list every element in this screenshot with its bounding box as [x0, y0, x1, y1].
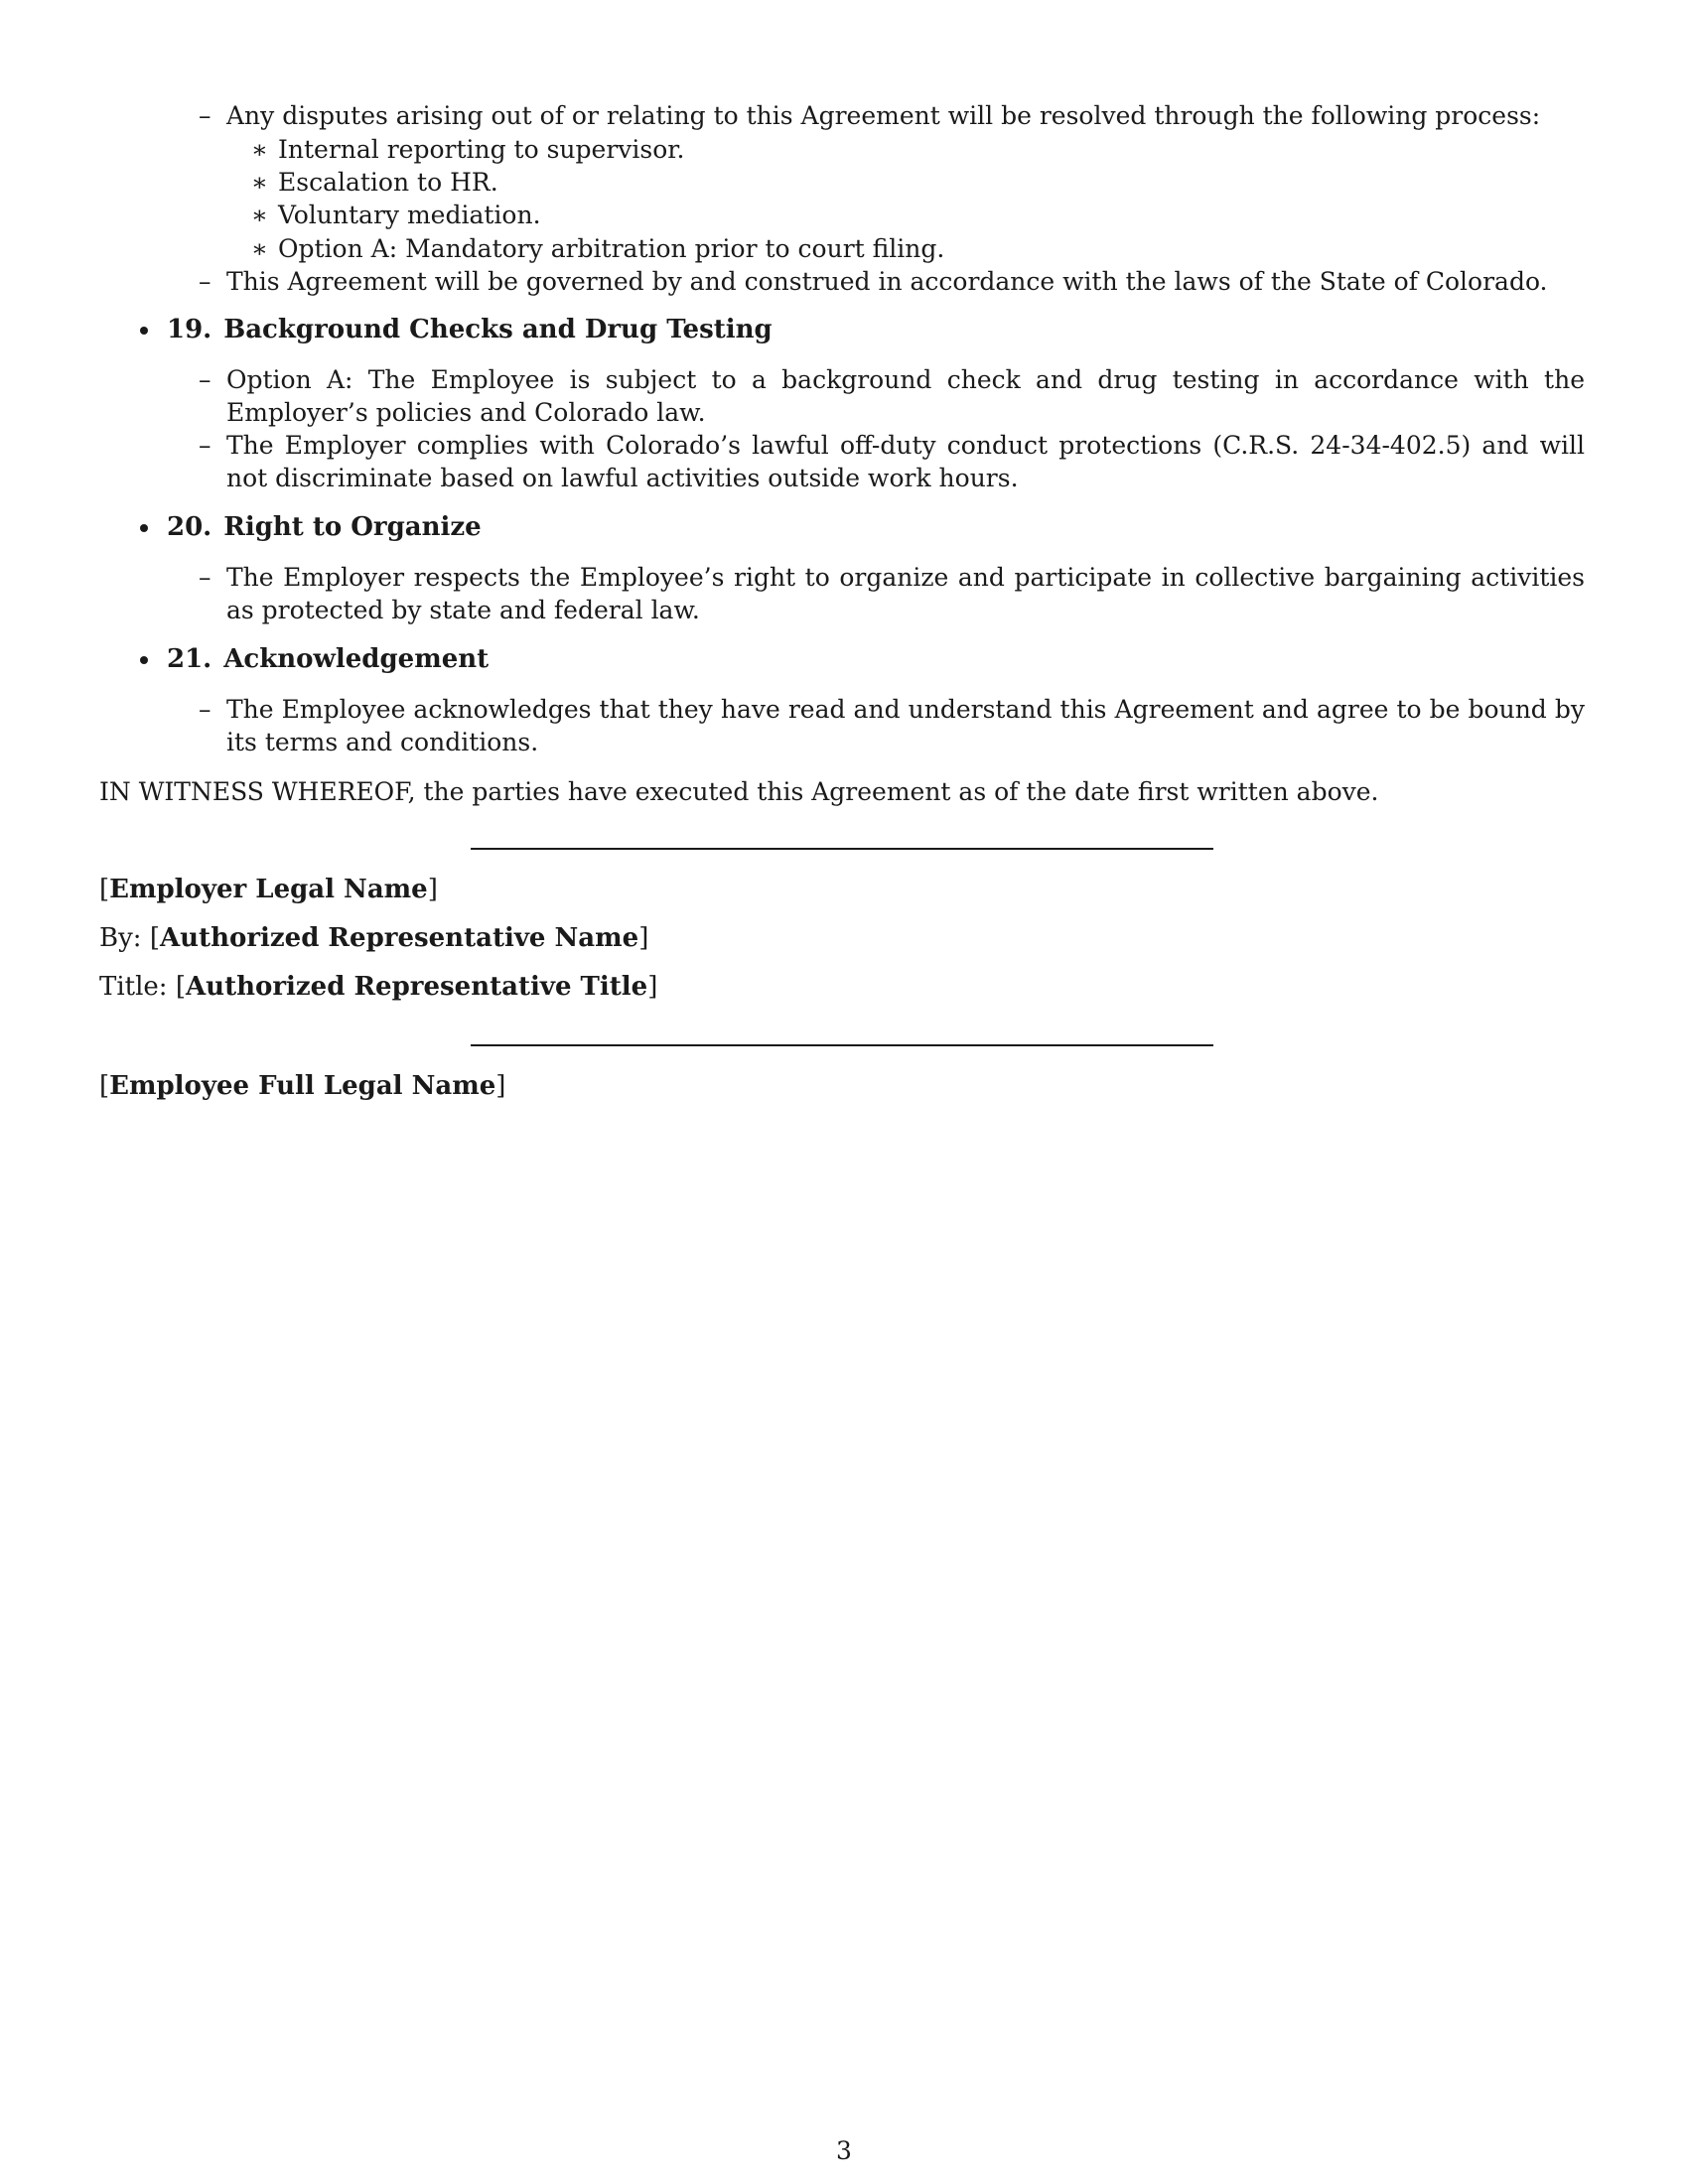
list-asterisk: ∗: [251, 168, 268, 197]
representative-title-line: Title: [Authorized Representative Title]: [99, 972, 658, 1002]
by-label: By:: [99, 923, 142, 953]
section-21-heading: [167, 643, 489, 676]
list-dash: –: [199, 695, 211, 724]
representative-name-line: By: [Authorized Representative Name]: [99, 923, 649, 953]
list-dash: –: [199, 365, 211, 394]
section-19-title: Background Checks and Drug Testing: [223, 315, 773, 344]
process-step-2: Escalation to HR.: [278, 168, 498, 197]
section-19-number: 19.: [167, 315, 212, 344]
section-20-item-1: The Employer respects the Employee’s right to organize and participate in collective bargaining activities as protected by state and federal law.: [226, 563, 1585, 624]
list-dash: –: [199, 101, 211, 130]
process-step-4: Option A: Mandatory arbitration prior to court filing.: [278, 234, 945, 263]
title-label: Title:: [99, 972, 168, 1002]
section-21-number: 21.: [167, 644, 212, 674]
employee-legal-name: Employee Full Legal Name: [109, 1071, 496, 1101]
representative-title: Authorized Representative Title: [186, 972, 648, 1002]
page-number: 3: [836, 2136, 852, 2165]
governing-law: This Agreement will be governed by and construed in accordance with the laws of the State of Colorado.: [226, 267, 1548, 296]
list-dash: –: [199, 267, 211, 296]
employee-name-line: [Employee Full Legal Name]: [99, 1071, 506, 1101]
employer-legal-name: Employer Legal Name: [109, 875, 428, 904]
list-asterisk: ∗: [251, 135, 268, 164]
section-19-item-2: The Employer complies with Colorado’s lawful off-duty conduct protections (C.R.S. 24-34-402.5) and will not discriminate based on lawful activities outside work hours.: [226, 431, 1585, 492]
representative-name: Authorized Representative Name: [159, 923, 639, 953]
list-asterisk: ∗: [251, 201, 268, 229]
section-20-heading: [167, 511, 482, 544]
employee-signature-line: [471, 1044, 1213, 1046]
disputes-intro: Any disputes arising out of or relating to this Agreement will be resolved through the following process:: [226, 101, 1541, 130]
witness-statement: IN WITNESS WHEREOF, the parties have executed this Agreement as of the date first written above.: [99, 777, 1379, 806]
employer-signature-line: [471, 848, 1213, 850]
section-bullet: [140, 524, 148, 532]
section-19-heading: [167, 314, 773, 346]
section-21-item-1: The Employee acknowledges that they have read and understand this Agreement and agree to be bound by its terms and conditions.: [226, 695, 1585, 756]
section-21-title: Acknowledgement: [223, 644, 490, 674]
section-20-number: 20.: [167, 512, 212, 542]
section-bullet: [140, 656, 148, 664]
section-19-item-1: Option A: The Employee is subject to a background check and drug testing in accordance with the Employer’s policies and Colorado law.: [226, 365, 1585, 427]
list-dash: –: [199, 563, 211, 592]
employer-name-line: [Employer Legal Name]: [99, 875, 438, 904]
list-asterisk: ∗: [251, 234, 268, 263]
process-step-3: Voluntary mediation.: [278, 201, 541, 229]
section-bullet: [140, 327, 148, 335]
section-20-title: Right to Organize: [223, 512, 482, 542]
process-step-1: Internal reporting to supervisor.: [278, 135, 685, 164]
list-dash: –: [199, 431, 211, 460]
